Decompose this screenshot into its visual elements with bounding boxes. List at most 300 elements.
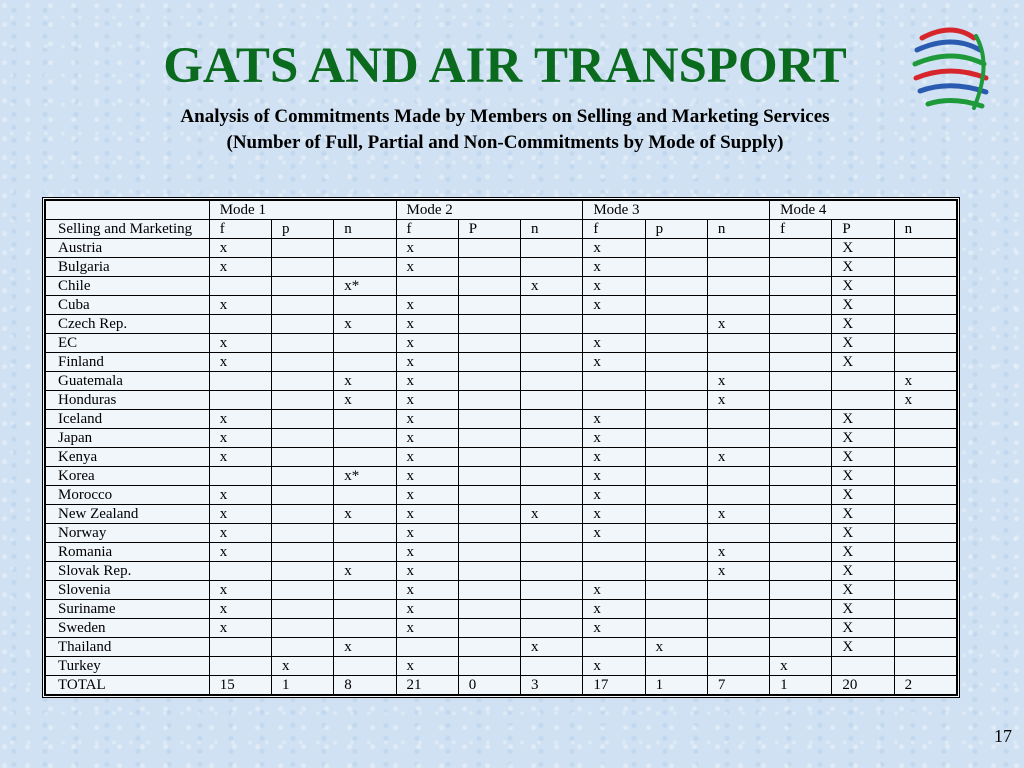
commitment-cell xyxy=(334,486,396,505)
commitment-cell xyxy=(334,619,396,638)
country-cell: Norway xyxy=(46,524,210,543)
commitment-cell xyxy=(707,600,769,619)
table-row xyxy=(46,600,957,619)
commitment-cell: x xyxy=(583,619,645,638)
country-cell: TOTAL xyxy=(46,676,210,695)
commitment-cell xyxy=(645,239,707,258)
commitment-cell xyxy=(645,277,707,296)
commitment-cell xyxy=(583,638,645,657)
commitment-cell xyxy=(271,372,333,391)
commitment-cell: x xyxy=(209,239,271,258)
commitment-cell xyxy=(458,600,520,619)
commitment-cell: x xyxy=(209,334,271,353)
commitment-cell: 1 xyxy=(271,676,333,695)
country-cell: Korea xyxy=(46,467,210,486)
commitment-cell: 1 xyxy=(770,676,832,695)
country-cell: Bulgaria xyxy=(46,258,210,277)
sub-header-cell: f xyxy=(770,220,832,239)
commitment-cell xyxy=(707,334,769,353)
country-cell: Sweden xyxy=(46,619,210,638)
commitment-cell xyxy=(209,372,271,391)
wto-logo-icon xyxy=(912,24,994,116)
commitment-cell xyxy=(458,372,520,391)
commitment-cell xyxy=(770,467,832,486)
commitment-cell: x xyxy=(583,486,645,505)
commitment-cell xyxy=(894,315,956,334)
commitment-cell xyxy=(894,619,956,638)
commitment-cell: x xyxy=(583,448,645,467)
commitment-cell: x xyxy=(583,258,645,277)
commitment-cell: x xyxy=(770,657,832,676)
commitment-cell: X xyxy=(832,581,894,600)
slide-title: GATS AND AIR TRANSPORT xyxy=(163,38,847,94)
commitment-cell xyxy=(707,638,769,657)
commitment-cell xyxy=(458,334,520,353)
commitment-cell xyxy=(770,334,832,353)
commitment-cell: 15 xyxy=(209,676,271,695)
commitment-cell xyxy=(583,315,645,334)
commitment-cell xyxy=(458,486,520,505)
commitment-cell xyxy=(521,296,583,315)
commitment-cell xyxy=(707,239,769,258)
commitment-cell xyxy=(894,296,956,315)
commitments-table xyxy=(45,200,957,695)
commitment-cell xyxy=(583,391,645,410)
sub-header-cell: P xyxy=(832,220,894,239)
sub-header-cell: p xyxy=(645,220,707,239)
commitment-cell xyxy=(271,600,333,619)
commitment-cell xyxy=(521,410,583,429)
commitment-cell xyxy=(832,391,894,410)
commitment-cell: x xyxy=(583,600,645,619)
commitment-cell xyxy=(770,239,832,258)
commitment-cell: X xyxy=(832,619,894,638)
commitment-cell xyxy=(894,486,956,505)
commitment-cell xyxy=(458,524,520,543)
commitment-cell: x xyxy=(396,524,458,543)
commitment-cell xyxy=(521,619,583,638)
commitment-cell: x xyxy=(583,277,645,296)
commitment-cell xyxy=(334,296,396,315)
country-cell: Iceland xyxy=(46,410,210,429)
commitment-cell xyxy=(209,562,271,581)
commitment-cell: X xyxy=(832,410,894,429)
sub-header-cell: f xyxy=(396,220,458,239)
commitment-cell: x xyxy=(334,505,396,524)
commitment-cell: 8 xyxy=(334,676,396,695)
commitment-cell: x xyxy=(209,410,271,429)
commitment-cell xyxy=(645,372,707,391)
commitments-table-frame xyxy=(42,197,960,698)
commitment-cell xyxy=(396,277,458,296)
commitment-cell xyxy=(521,524,583,543)
commitment-cell xyxy=(271,239,333,258)
commitment-cell xyxy=(894,524,956,543)
commitment-cell xyxy=(894,258,956,277)
commitment-cell xyxy=(645,448,707,467)
commitment-cell xyxy=(770,581,832,600)
mode-header-1: Mode 1 xyxy=(209,201,396,220)
commitment-cell xyxy=(770,410,832,429)
commitment-cell xyxy=(209,638,271,657)
commitment-cell: 21 xyxy=(396,676,458,695)
commitment-cell: X xyxy=(832,486,894,505)
commitment-cell xyxy=(645,391,707,410)
table-row xyxy=(46,391,957,410)
commitment-cell xyxy=(707,296,769,315)
commitment-cell xyxy=(521,581,583,600)
commitment-cell xyxy=(458,657,520,676)
table-row xyxy=(46,467,957,486)
commitment-cell: X xyxy=(832,600,894,619)
commitment-cell: x xyxy=(583,467,645,486)
sub-header-cell: f xyxy=(209,220,271,239)
commitment-cell xyxy=(894,334,956,353)
table-row xyxy=(46,638,957,657)
table-row xyxy=(46,524,957,543)
commitment-cell xyxy=(458,296,520,315)
commitment-cell xyxy=(707,258,769,277)
commitment-cell xyxy=(271,334,333,353)
commitment-cell xyxy=(334,410,396,429)
commitment-cell: x xyxy=(583,581,645,600)
commitment-cell xyxy=(458,277,520,296)
commitment-cell xyxy=(521,657,583,676)
table-row xyxy=(46,258,957,277)
country-cell: Japan xyxy=(46,429,210,448)
mode-header-2: Mode 2 xyxy=(396,201,583,220)
commitment-cell: x xyxy=(583,429,645,448)
commitment-cell xyxy=(271,277,333,296)
commitment-cell xyxy=(770,353,832,372)
commitment-cell: X xyxy=(832,239,894,258)
commitment-cell: x xyxy=(521,277,583,296)
commitment-cell xyxy=(645,524,707,543)
commitment-cell: x xyxy=(209,524,271,543)
table-row xyxy=(46,372,957,391)
commitment-cell: x xyxy=(707,505,769,524)
commitment-cell xyxy=(271,296,333,315)
commitment-cell xyxy=(894,581,956,600)
commitment-cell xyxy=(770,524,832,543)
commitment-cell: x xyxy=(209,448,271,467)
commitment-cell xyxy=(271,505,333,524)
country-cell: Guatemala xyxy=(46,372,210,391)
commitment-cell xyxy=(707,429,769,448)
table-row xyxy=(46,315,957,334)
country-cell: Suriname xyxy=(46,600,210,619)
commitment-cell: 17 xyxy=(583,676,645,695)
commitment-cell xyxy=(334,258,396,277)
commitment-cell xyxy=(707,277,769,296)
commitment-cell: x xyxy=(209,429,271,448)
commitment-cell: x xyxy=(583,334,645,353)
commitment-cell xyxy=(458,581,520,600)
commitment-cell xyxy=(645,581,707,600)
commitment-cell: X xyxy=(832,353,894,372)
commitment-cell: x xyxy=(209,581,271,600)
commitment-cell xyxy=(894,543,956,562)
commitment-cell: x xyxy=(583,410,645,429)
commitment-cell xyxy=(770,486,832,505)
country-cell: Turkey xyxy=(46,657,210,676)
commitment-cell xyxy=(645,410,707,429)
commitment-cell xyxy=(832,372,894,391)
country-cell: Kenya xyxy=(46,448,210,467)
mode-header-row xyxy=(46,201,957,220)
commitment-cell: x xyxy=(334,372,396,391)
commitment-cell xyxy=(894,410,956,429)
commitment-cell xyxy=(458,258,520,277)
commitment-cell: x xyxy=(583,296,645,315)
commitment-cell: x xyxy=(521,638,583,657)
commitment-cell xyxy=(583,543,645,562)
commitment-cell xyxy=(458,239,520,258)
commitment-cell: x xyxy=(707,315,769,334)
commitment-cell: x xyxy=(396,448,458,467)
commitment-cell: x xyxy=(894,372,956,391)
commitment-cell xyxy=(583,562,645,581)
commitment-cell xyxy=(209,277,271,296)
commitment-cell xyxy=(645,562,707,581)
table-row xyxy=(46,619,957,638)
commitment-cell: x xyxy=(583,524,645,543)
commitment-cell xyxy=(458,505,520,524)
table-row xyxy=(46,505,957,524)
commitment-cell xyxy=(707,353,769,372)
country-cell: Austria xyxy=(46,239,210,258)
commitment-cell xyxy=(770,600,832,619)
commitment-cell xyxy=(521,372,583,391)
commitment-cell xyxy=(707,619,769,638)
commitment-cell: 20 xyxy=(832,676,894,695)
mode-header-4: Mode 4 xyxy=(770,201,957,220)
commitment-cell xyxy=(645,467,707,486)
commitment-cell xyxy=(707,486,769,505)
commitment-cell xyxy=(521,543,583,562)
commitment-cell xyxy=(334,581,396,600)
commitment-cell xyxy=(334,600,396,619)
sub-header-row xyxy=(46,220,957,239)
sub-header-cell: n xyxy=(707,220,769,239)
commitment-cell: x xyxy=(645,638,707,657)
commitment-cell: 2 xyxy=(894,676,956,695)
sub-header-cell: f xyxy=(583,220,645,239)
commitment-cell xyxy=(770,429,832,448)
commitment-cell xyxy=(583,372,645,391)
commitment-cell: X xyxy=(832,467,894,486)
commitment-cell xyxy=(271,448,333,467)
commitment-cell: x xyxy=(396,429,458,448)
commitment-cell xyxy=(271,543,333,562)
subtitle-line-1: Analysis of Commitments Made by Members on Selling and Marketing Services xyxy=(180,106,830,127)
commitment-cell xyxy=(894,448,956,467)
commitment-cell: x xyxy=(209,600,271,619)
commitment-cell xyxy=(334,334,396,353)
commitment-cell: x xyxy=(271,657,333,676)
commitment-cell xyxy=(271,258,333,277)
commitment-cell: x xyxy=(583,353,645,372)
commitment-cell xyxy=(271,524,333,543)
table-row xyxy=(46,296,957,315)
commitment-cell: x xyxy=(396,657,458,676)
commitment-cell xyxy=(521,239,583,258)
table-row xyxy=(46,429,957,448)
commitment-cell: x xyxy=(334,562,396,581)
commitment-cell: x xyxy=(396,562,458,581)
table-row xyxy=(46,657,957,676)
commitment-cell: x xyxy=(209,543,271,562)
commitment-cell xyxy=(645,486,707,505)
commitment-cell: x xyxy=(334,391,396,410)
commitment-cell: x xyxy=(396,239,458,258)
commitment-cell xyxy=(334,239,396,258)
commitment-cell xyxy=(271,467,333,486)
country-cell: Finland xyxy=(46,353,210,372)
commitment-cell xyxy=(271,486,333,505)
commitment-cell xyxy=(271,562,333,581)
mode-header-3: Mode 3 xyxy=(583,201,770,220)
commitment-cell: x xyxy=(396,581,458,600)
commitment-cell xyxy=(707,410,769,429)
commitment-cell xyxy=(521,467,583,486)
commitment-cell: X xyxy=(832,315,894,334)
commitment-cell: x xyxy=(521,505,583,524)
commitment-cell xyxy=(458,391,520,410)
commitment-cell xyxy=(209,315,271,334)
commitment-cell: 7 xyxy=(707,676,769,695)
commitment-cell xyxy=(645,600,707,619)
commitment-cell xyxy=(334,448,396,467)
commitment-cell: 3 xyxy=(521,676,583,695)
commitment-cell xyxy=(770,448,832,467)
commitment-cell: x xyxy=(583,239,645,258)
commitment-cell: x xyxy=(707,372,769,391)
commitment-cell xyxy=(645,258,707,277)
commitment-cell xyxy=(521,334,583,353)
commitment-cell: X xyxy=(832,334,894,353)
commitment-cell xyxy=(458,410,520,429)
commitment-cell: x xyxy=(396,467,458,486)
table-row xyxy=(46,486,957,505)
table-row xyxy=(46,239,957,258)
header-corner-cell xyxy=(46,201,210,220)
commitment-cell xyxy=(396,638,458,657)
table-row xyxy=(46,277,957,296)
commitment-cell xyxy=(521,448,583,467)
commitment-cell: x xyxy=(209,353,271,372)
commitment-cell: X xyxy=(832,429,894,448)
commitment-cell: X xyxy=(832,562,894,581)
commitment-cell xyxy=(334,353,396,372)
commitment-cell xyxy=(770,277,832,296)
commitment-cell xyxy=(209,391,271,410)
table-row xyxy=(46,581,957,600)
commitment-cell: X xyxy=(832,524,894,543)
commitment-cell: x xyxy=(707,543,769,562)
country-cell: Czech Rep. xyxy=(46,315,210,334)
commitment-cell xyxy=(271,638,333,657)
commitment-cell xyxy=(521,429,583,448)
sub-header-cell: P xyxy=(458,220,520,239)
commitment-cell xyxy=(458,543,520,562)
commitment-cell xyxy=(521,315,583,334)
country-cell: Romania xyxy=(46,543,210,562)
commitment-cell: x* xyxy=(334,277,396,296)
commitment-cell xyxy=(645,296,707,315)
table-row xyxy=(46,543,957,562)
commitment-cell xyxy=(894,467,956,486)
commitment-cell xyxy=(271,619,333,638)
commitment-cell: x xyxy=(583,657,645,676)
commitment-cell: x xyxy=(209,486,271,505)
commitment-cell xyxy=(770,391,832,410)
slide-subtitle xyxy=(0,104,1010,156)
commitment-cell xyxy=(770,372,832,391)
commitment-cell: X xyxy=(832,258,894,277)
commitment-cell xyxy=(645,353,707,372)
commitment-cell: X xyxy=(832,296,894,315)
commitment-cell xyxy=(645,334,707,353)
commitment-cell xyxy=(770,315,832,334)
commitment-cell: x xyxy=(396,296,458,315)
commitment-cell xyxy=(458,448,520,467)
commitment-cell: 0 xyxy=(458,676,520,695)
commitment-cell xyxy=(707,467,769,486)
commitment-cell: x xyxy=(334,315,396,334)
commitment-cell: x xyxy=(583,505,645,524)
commitment-cell xyxy=(707,581,769,600)
commitment-cell: X xyxy=(832,277,894,296)
commitment-cell xyxy=(458,619,520,638)
commitment-cell xyxy=(521,391,583,410)
commitment-cell: x xyxy=(334,638,396,657)
sub-header-cell: n xyxy=(334,220,396,239)
commitment-cell xyxy=(271,410,333,429)
commitment-cell: X xyxy=(832,505,894,524)
commitment-cell: x xyxy=(209,296,271,315)
commitment-cell xyxy=(458,638,520,657)
commitment-cell: x xyxy=(707,448,769,467)
commitment-cell: X xyxy=(832,543,894,562)
commitment-cell: 1 xyxy=(645,676,707,695)
commitment-cell: x* xyxy=(334,467,396,486)
commitment-cell xyxy=(894,600,956,619)
commitment-cell: x xyxy=(707,391,769,410)
commitment-cell xyxy=(894,277,956,296)
commitment-cell: x xyxy=(209,505,271,524)
commitment-cell xyxy=(645,315,707,334)
commitment-cell xyxy=(458,353,520,372)
commitment-cell: x xyxy=(396,410,458,429)
country-cell: Chile xyxy=(46,277,210,296)
commitment-cell xyxy=(645,429,707,448)
commitment-cell: x xyxy=(396,391,458,410)
sub-header-cell: n xyxy=(521,220,583,239)
commitment-cell xyxy=(645,505,707,524)
sub-header-cell: n xyxy=(894,220,956,239)
commitment-cell xyxy=(334,657,396,676)
commitment-cell xyxy=(894,638,956,657)
commitment-cell: x xyxy=(396,619,458,638)
table-row xyxy=(46,562,957,581)
commitment-cell xyxy=(770,562,832,581)
commitment-cell xyxy=(334,524,396,543)
commitment-cell xyxy=(894,429,956,448)
country-cell: Slovenia xyxy=(46,581,210,600)
table-row xyxy=(46,448,957,467)
commitment-cell xyxy=(894,657,956,676)
